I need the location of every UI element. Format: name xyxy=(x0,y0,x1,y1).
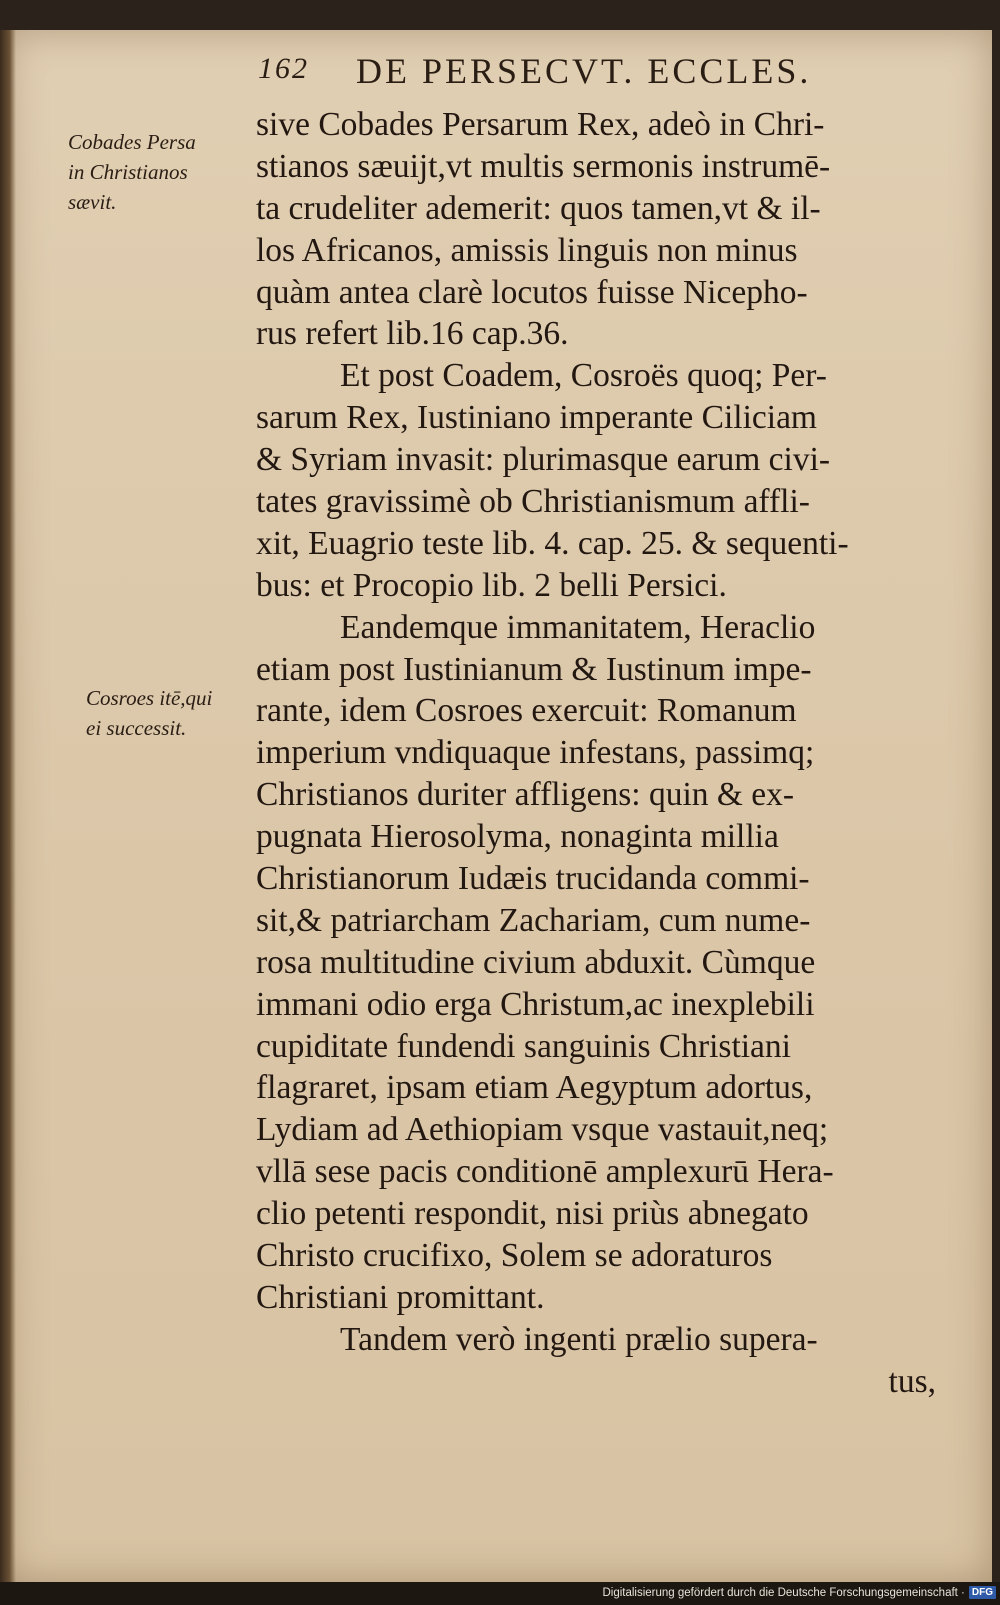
text-line: clio petenti respondit, nisi priùs abnegato xyxy=(256,1195,809,1233)
text-line: rus refert lib.16 cap.36. xyxy=(256,315,569,353)
text-line: rosa multitudine civium abduxit. Cùmque xyxy=(256,943,816,981)
margin-note-line: Cosroes itē,qui xyxy=(86,686,213,710)
text-line: ta crudeliter ademerit: quos tamen,vt & il- xyxy=(256,189,821,227)
text-line: quàm antea clarè locutos fuisse Nicepho- xyxy=(256,273,808,311)
main-text xyxy=(256,104,950,1403)
text-line: xit, Euagrio teste lib. 4. cap. 25. & sequenti- xyxy=(256,524,849,562)
text-line: los Africanos, amissis linguis non minus xyxy=(256,231,798,269)
text-line: Tandem verò ingenti prælio supera- xyxy=(340,1320,818,1358)
text-line: Et post Coadem, Cosroës quoq; Per- xyxy=(340,357,827,395)
page-header xyxy=(258,50,958,104)
margin-note-cosroes xyxy=(86,683,262,743)
text-line: Christianos duriter affligens: quin & ex- xyxy=(256,776,795,814)
text-line: sit,& patriarcham Zachariam, cum nume- xyxy=(256,901,811,939)
margin-note-line: in Christianos xyxy=(68,160,188,184)
margin-note-line: Cobades Persa xyxy=(68,130,196,154)
text-line: Christiani promittant. xyxy=(256,1278,545,1316)
digitization-footer xyxy=(0,1582,1000,1605)
binding-edge xyxy=(0,30,16,1582)
margin-note-line: ei successit. xyxy=(86,716,187,740)
text-line: sarum Rex, Iustiniano imperante Ciliciam xyxy=(256,399,817,437)
text-line: sive Cobades Persarum Rex, adeò in Chri- xyxy=(256,106,825,143)
text-line: Christianorum Iudæis trucidanda commi- xyxy=(256,860,810,898)
text-line: immani odio erga Christum,ac inexplebili xyxy=(256,985,815,1023)
text-line: stianos sæuijt,vt multis sermonis instrumē- xyxy=(256,147,831,185)
text-line: etiam post Iustinianum & Iustinum impe- xyxy=(256,650,812,688)
margin-note-line: sævit. xyxy=(68,190,117,214)
text-line: bus: et Procopio lib. 2 belli Persici. xyxy=(256,566,727,604)
text-line: & Syriam invasit: plurimasque earum civi- xyxy=(256,441,831,479)
text-line: flagraret, ipsam etiam Aegyptum adortus, xyxy=(256,1069,813,1107)
page-number: 162 xyxy=(258,52,309,85)
text-line: tates gravissimè ob Christianismum affli- xyxy=(256,483,810,521)
funding-credit: Digitalisierung gefördert durch die Deutsche Forschungsgemeinschaft · xyxy=(602,1587,965,1599)
text-line: imperium vndiquaque infestans, passimq; xyxy=(256,734,815,772)
text-line: pugnata Hierosolyma, nonaginta millia xyxy=(256,818,779,856)
text-line: rante, idem Cosroes exercuit: Romanum xyxy=(256,692,797,730)
dfg-logo: DFG xyxy=(969,1586,996,1599)
text-line: Lydiam ad Aethiopiam vsque vastauit,neq; xyxy=(256,1111,829,1149)
text-line: vllā sese pacis conditionē amplexurū Hera- xyxy=(256,1153,834,1191)
text-line: Christo crucifixo, Solem se adoraturos xyxy=(256,1237,773,1275)
catchword: tus, xyxy=(888,1362,936,1400)
text-line: cupiditate fundendi sanguinis Christiani xyxy=(256,1027,791,1065)
text-line: Eandemque immanitatem, Heraclio xyxy=(340,608,816,646)
margin-note-cobades xyxy=(68,127,244,217)
running-head: DE PERSECVT. ECCLES. xyxy=(356,51,812,91)
